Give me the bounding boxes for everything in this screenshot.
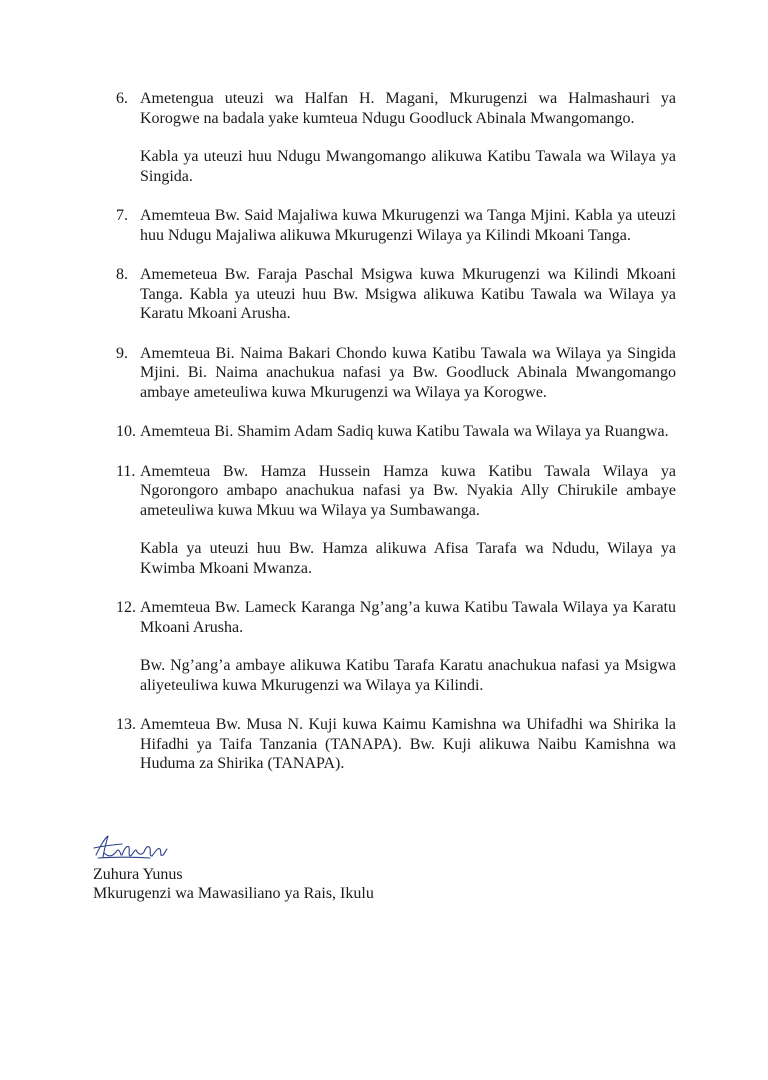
item-paragraph: Amemteua Bw. Hamza Hussein Hamza kuwa Katibu Tawala Wilaya ya Ngorongoro ambapo anachukua nafasi ya Bw. Nyakia Ally Chirukile ambaye ameteuliwa kuwa Mkuu wa Wilaya ya Sumbawanga. (140, 462, 676, 519)
item-paragraph: Bw. Ng’ang’a ambaye alikuwa Katibu Tarafa Karatu anachukua nafasi ya Msigwa aliyeteuliwa kuwa Mkurugenzi wa Wilaya ya Kilindi. (140, 657, 676, 694)
handwritten-signature (92, 833, 168, 863)
item-number: 7. (116, 207, 128, 224)
list-item (116, 89, 676, 186)
item-number: 13. (116, 716, 136, 733)
item-paragraph: Amemteua Bw. Musa N. Kuji kuwa Kaimu Kamishna wa Uhifadhi wa Shirika la Hifadhi ya Taifa Tanzania (TANAPA). Bw. Kuji alikuwa Naibu Kamishna wa Huduma za Shirika (TANAPA). (140, 716, 676, 772)
appointments-list (116, 89, 676, 794)
item-paragraph: Amemteua Bi. Shamim Adam Sadiq kuwa Katibu Tawala wa Wilaya ya Ruangwa. (140, 423, 669, 440)
item-paragraph: Amemteua Bw. Said Majaliwa kuwa Mkurugenzi wa Tanga Mjini. Kabla ya uteuzi huu Ndugu Majaliwa alikuwa Mkurugenzi Wilaya ya Kilindi Mkoani Tanga. (140, 207, 676, 244)
item-number: 6. (116, 90, 128, 107)
list-item (116, 422, 676, 442)
item-paragraph: Amemeteua Bw. Faraja Paschal Msigwa kuwa Mkurugenzi wa Kilindi Mkoani Tanga. Kabla ya uteuzi huu Bw. Msigwa alikuwa Katibu Tawala wa Wilaya ya Karatu Mkoani Arusha. (140, 266, 676, 322)
item-number: 8. (116, 266, 128, 283)
list-item (116, 598, 676, 695)
signatory-title: Mkurugenzi wa Mawasiliano ya Rais, Ikulu (93, 885, 374, 902)
list-item (116, 715, 676, 774)
item-paragraph: Ametengua uteuzi wa Halfan H. Magani, Mkurugenzi wa Halmashauri ya Korogwe na badala yake kumteua Ndugu Goodluck Abinala Mwangomango. (140, 90, 676, 127)
signatory-name: Zuhura Yunus (93, 866, 183, 883)
list-item (116, 265, 676, 324)
signature-strokes (94, 836, 167, 858)
item-paragraph: Kabla ya uteuzi huu Bw. Hamza alikuwa Afisa Tarafa wa Ndudu, Wilaya ya Kwimba Mkoani Mwanza. (140, 540, 676, 577)
list-item (116, 206, 676, 245)
item-paragraph: Amemteua Bw. Lameck Karanga Ng’ang’a kuwa Katibu Tawala Wilaya ya Karatu Mkoani Arusha. (140, 599, 676, 636)
list-item (116, 462, 676, 579)
item-paragraph: Kabla ya uteuzi huu Ndugu Mwangomango alikuwa Katibu Tawala wa Wilaya ya Singida. (140, 148, 676, 185)
item-number: 11. (116, 462, 136, 480)
list-item (116, 344, 676, 403)
item-paragraph: Amemteua Bi. Naima Bakari Chondo kuwa Katibu Tawala wa Wilaya ya Singida Mjini. Bi. Naima anachukua nafasi ya Bw. Goodluck Abinala Mwangomango ambaye ameteuliwa kuwa Mkurugenzi wa Wilaya ya Korogwe. (140, 344, 676, 401)
item-number: 9. (116, 344, 128, 362)
item-number: 12. (116, 599, 136, 616)
item-number: 10. (116, 423, 136, 440)
